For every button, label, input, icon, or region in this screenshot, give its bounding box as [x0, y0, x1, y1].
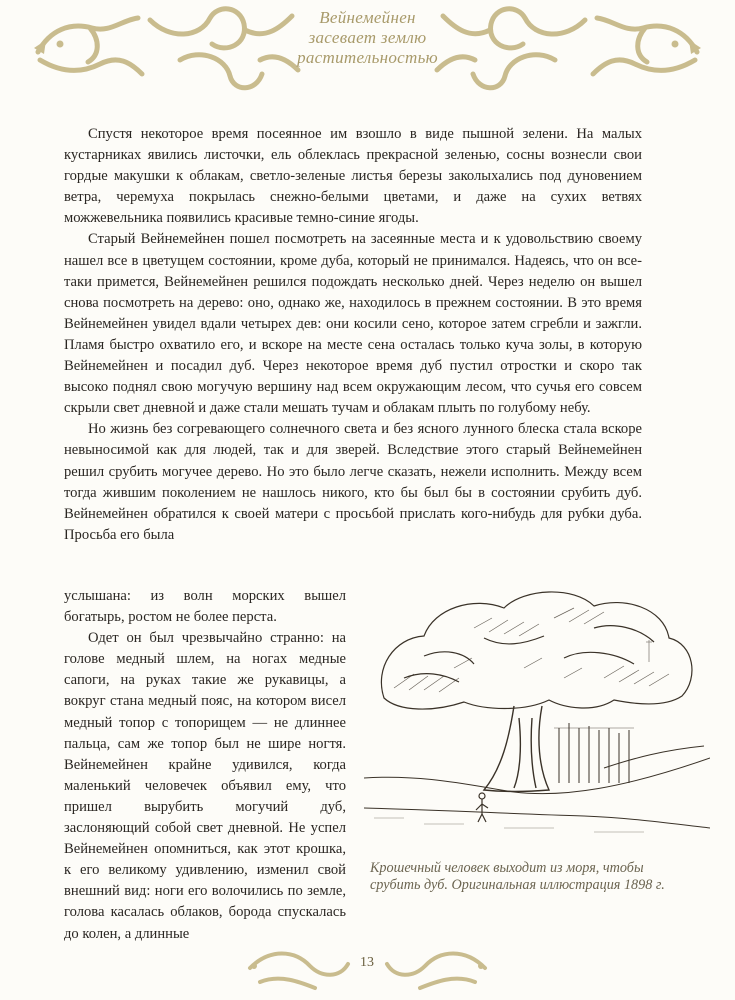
paragraph: Но жизнь без согревающего солнечного света и без ясного лунного блеска стала вскоре невыносимой как для людей, так и для зверей. Вследствие этого старый Вейнемейнен решил срубить могучее дерево. Но это было легче сказать, нежели исполнить. Между всем тогда жившим поколением не нашлось никого, кто бы был бы в состоянии срубить дуб. Вейнемейнен обратился к своей матери с просьбой прислать кого-нибудь для рубки дуба. Просьба его была: [64, 421, 642, 543]
paragraph: Спустя некоторое время посеянное им взошло в виде пышной зелени. На малых кустарниках явились листочки, ель облеклась прекрасной зеленью, сосны вознесли свои гордые макушки к облакам, светло-зеленые листья березы заколыхались под дуновением ветра, черемуха покрылась снежно-белыми цветами, и даже на сухих ветвях можжевельника появились красивые темно-синие ягоды.: [64, 126, 642, 227]
chapter-title-line: засевает землю: [308, 28, 427, 47]
paragraph-continuation: услышана: из волн морских вышел богатырь, ростом не более перста.: [64, 588, 346, 626]
paragraph: Старый Вейнемейнен пошел посмотреть на засеянные места и к удовольствию своему нашел все в цветущем состоянии, кроме дуба, который не принимался. Надеясь, что он все-таки примется, Вейнемейнен решился подождать несколько дней. Через неделю он вышел снова посмотреть на дерево: оно, однако же, находилось в прежнем состоянии. В это время Вейнемейнен увидел вдали четырех дев: они косили сено, которое затем сгребли и зажгли. Пламя быстро охватило его, и вскоре на месте сена осталась только куча золы, в которую Вейнемейнен и посадил дуб. Через некоторое время дуб пустил отростки и скоро так высоко поднял свою могучую вершину над всем окружающим лесом, что сучья его совсем скрыли свет дневной и даже стали мешать тучам и облакам плыть по голубому небу.: [64, 231, 642, 417]
chapter-title: [0, 8, 735, 68]
oak-tree-icon: [364, 578, 710, 850]
wrap-text-column: [64, 586, 346, 945]
page-number: 13: [360, 955, 374, 970]
body-text: [64, 124, 642, 546]
chapter-title-line: растительностью: [297, 48, 438, 67]
oak-tree-illustration: [364, 578, 710, 850]
illustration-caption: Крошечный человек выходит из моря, чтобы срубить дуб. Оригинальная иллюстрация 1898 г.: [370, 860, 665, 893]
chapter-title-line: Вейнемейнен: [319, 8, 416, 27]
paragraph: Одет он был чрезвычайно странно: на голове медный шлем, на ногах медные сапоги, на руках такие же рукавицы, а вокруг стана медный пояс, на котором висел медный топор с топорищем — не длиннее пальца, сам же топор был не шире ногтя. Вейнемейнен крайне удивился, когда маленький человечек объявил ему, что пришел вырубить могучий дуб, заслоняющий собой свет дневной. Не успел Вейнемейнен опомниться, как этот крошка, к его великому удивлению, изменил свой внешний вид: ноги его волочились по земле, голова касалась облаков, борода спускалась до колен, а длинные: [64, 630, 346, 942]
